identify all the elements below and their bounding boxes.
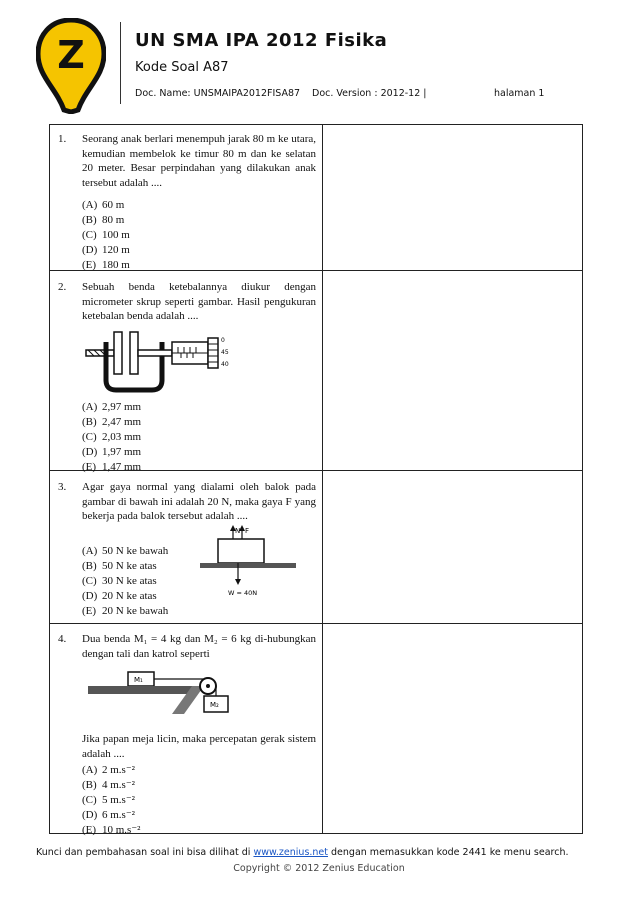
scale-label: 45 (221, 349, 229, 356)
footer-text-before: Kunci dan pembahasan soal ini bisa dilihat di (36, 847, 254, 858)
footer-note (36, 847, 568, 858)
option-list (82, 544, 168, 619)
option-c: (C) 100 m (82, 229, 130, 241)
force-label: F (245, 527, 250, 535)
option-b: (B) 80 m (82, 214, 125, 226)
option-a: (A) 50 N ke bawah (82, 545, 169, 557)
micrometer-figure (84, 328, 244, 394)
normal-force-label: N (235, 527, 241, 535)
question-text: Seorang anak berlari menempuh jarak 80 m ke utara, kemudian membelok ke timur 80 m dan ke selatan 20 meter. Besar perpindahan yang dilakukan anak tersebut adalah .... (82, 133, 316, 189)
option-a: (A) 2 m.s⁻² (82, 764, 135, 776)
option-b: (B) 2,47 mm (82, 416, 142, 428)
page-number: halaman 1 (494, 88, 545, 99)
page-title: UN SMA IPA 2012 Fisika (135, 30, 388, 51)
option-list (82, 198, 130, 273)
zenius-logo (36, 18, 106, 114)
zenius-link[interactable]: www.zenius.net (253, 847, 328, 858)
scale-label: 40 (221, 361, 229, 368)
option-c: (C) 30 N ke atas (82, 575, 157, 587)
doc-name: Doc. Name: UNSMAIPA2012FISA87 (135, 88, 301, 99)
mass-2-label: M₂ (210, 701, 219, 709)
option-d: (D) 1,97 mm (82, 446, 142, 458)
question-number: 3. (58, 481, 67, 493)
option-a: (A) 60 m (82, 199, 125, 211)
option-e: (E) 10 m.s⁻² (82, 824, 141, 836)
doc-version: Doc. Version : 2012-12 | (312, 88, 427, 99)
column-divider (322, 125, 323, 833)
question-text: Agar gaya normal yang dialami oleh balok pada gambar di bawah ini adalah 20 N, maka gaya F yang bekerja pada balok tersebut adalah .... (82, 481, 316, 522)
question-text: Sebuah benda ketebalannya diukur dengan micrometer skrup seperti gambar. Hasil pengukuran ketebalan benda adalah .... (82, 281, 316, 322)
weight-label: W = 40N (228, 589, 258, 597)
option-d: (D) 6 m.s⁻² (82, 809, 135, 821)
option-d: (D) 20 N ke atas (82, 590, 157, 602)
option-e: (E) 20 N ke bawah (82, 605, 169, 617)
scale-label: 0 (221, 337, 225, 344)
question-number: 4. (58, 633, 67, 645)
option-list (82, 763, 140, 838)
question-text-continued: Jika papan meja licin, maka percepatan gerak sistem adalah .... (82, 733, 316, 760)
option-c: (C) 2,03 mm (82, 431, 142, 443)
option-b: (B) 4 m.s⁻² (82, 779, 135, 791)
mass-1-label: M₁ (134, 676, 143, 684)
page-subtitle: Kode Soal A87 (135, 60, 229, 75)
option-list (82, 400, 141, 475)
row-divider (50, 623, 582, 624)
option-e: (E) 180 m (82, 259, 130, 271)
option-e: (E) 1,47 mm (82, 461, 142, 473)
footer-text-after: dengan memasukkan kode 2441 ke menu search. (328, 847, 569, 858)
question-number: 2. (58, 281, 67, 293)
header-divider (120, 22, 121, 104)
option-b: (B) 50 N ke atas (82, 560, 157, 572)
copyright: Copyright © 2012 Zenius Education (233, 863, 405, 874)
option-a: (A) 2,97 mm (82, 401, 142, 413)
pulley-figure (84, 666, 234, 728)
option-d: (D) 120 m (82, 244, 130, 256)
block-force-figure (198, 525, 318, 597)
question-sheet (49, 124, 583, 834)
question-text: Dua benda M₁ = 4 kg dan M₂ = 6 kg di-hubungkan dengan tali dan katrol seperti (82, 633, 316, 660)
logo-letter: Z (57, 33, 85, 77)
question-number: 1. (58, 133, 67, 145)
option-c: (C) 5 m.s⁻² (82, 794, 135, 806)
